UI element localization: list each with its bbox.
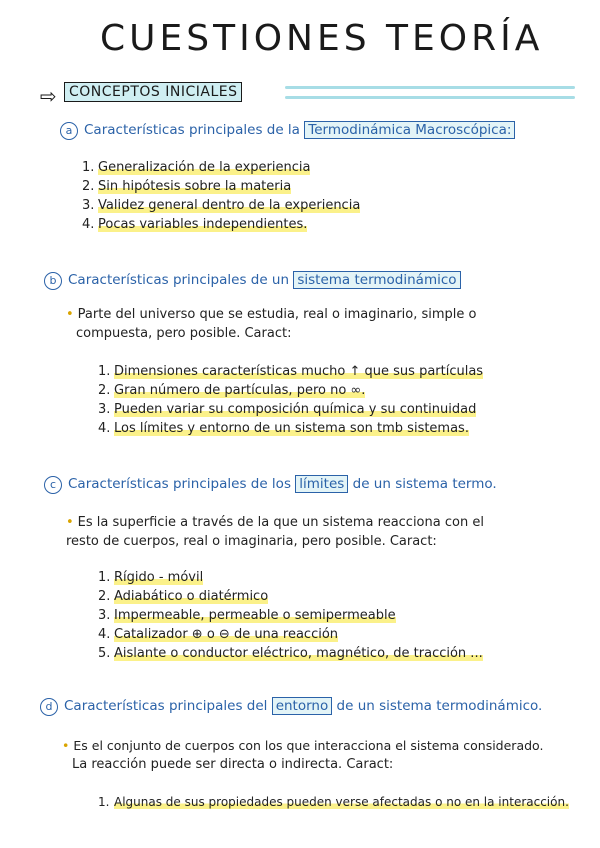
bullet-text: • Es la superficie a través de la que un sistema reacciona con el [66, 515, 484, 530]
boxed-term: Termodinámica Macroscópica: [304, 121, 515, 139]
list-item: 2. Gran número de partículas, pero no ∞. [98, 383, 366, 398]
arrow-icon: ⇨ [40, 84, 57, 108]
list-item: 1. Generalización de la experiencia [82, 160, 311, 175]
letter-d-icon: d [40, 698, 58, 716]
decorative-line [285, 86, 575, 89]
list-item: 1. Rígido - móvil [98, 570, 204, 585]
bullet-text: compuesta, pero posible. Caract: [76, 326, 292, 341]
list-item: 3. Validez general dentro de la experiencia [82, 198, 361, 213]
list-item: 4. Catalizador ⊕ o ⊖ de una reacción [98, 627, 339, 642]
bullet-text: La reacción puede ser directa o indirecta. Caract: [72, 757, 394, 772]
list-item: 2. Sin hipótesis sobre la materia [82, 179, 292, 194]
boxed-term: sistema termodinámico [293, 271, 460, 289]
list-item: 3. Impermeable, permeable o semipermeable [98, 608, 396, 623]
bullet-text: • Es el conjunto de cuerpos con los que interacciona el sistema considerado. [62, 738, 544, 753]
list-item: 1. Algunas de sus propiedades pueden verse afectadas o no en la interacción. [98, 795, 569, 809]
list-item: 5. Aislante o conductor eléctrico, magnético, de tracción ... [98, 646, 483, 661]
section-header: CONCEPTOS INICIALES [64, 82, 242, 102]
bullet-text: resto de cuerpos, real o imaginaria, pero posible. Caract: [66, 534, 437, 549]
heading-d: d Características principales del entorno de un sistema termodinámico. [40, 698, 542, 716]
heading-a: a Características principales de la Termodinámica Macroscópica: [60, 122, 515, 140]
list-item: 4. Los límites y entorno de un sistema son tmb sistemas. [98, 421, 469, 436]
list-item: 1. Dimensiones características mucho ↑ que sus partículas [98, 364, 484, 379]
list-item: 3. Pueden variar su composición química y su continuidad [98, 402, 477, 417]
bullet-text: • Parte del universo que se estudia, real o imaginario, simple o [66, 307, 477, 322]
letter-c-icon: c [44, 476, 62, 494]
boxed-term: límites [295, 475, 348, 493]
list-item: 4. Pocas variables independientes. [82, 217, 308, 232]
page-title: CUESTIONES TEORÍA [100, 18, 544, 59]
boxed-term: entorno [272, 697, 333, 715]
heading-c: c Características principales de los límites de un sistema termo. [44, 476, 497, 494]
letter-b-icon: b [44, 272, 62, 290]
heading-b: b Características principales de un sistema termodinámico [44, 272, 461, 290]
letter-a-icon: a [60, 122, 78, 140]
list-item: 2. Adiabático o diatérmico [98, 589, 269, 604]
decorative-line [285, 96, 575, 99]
